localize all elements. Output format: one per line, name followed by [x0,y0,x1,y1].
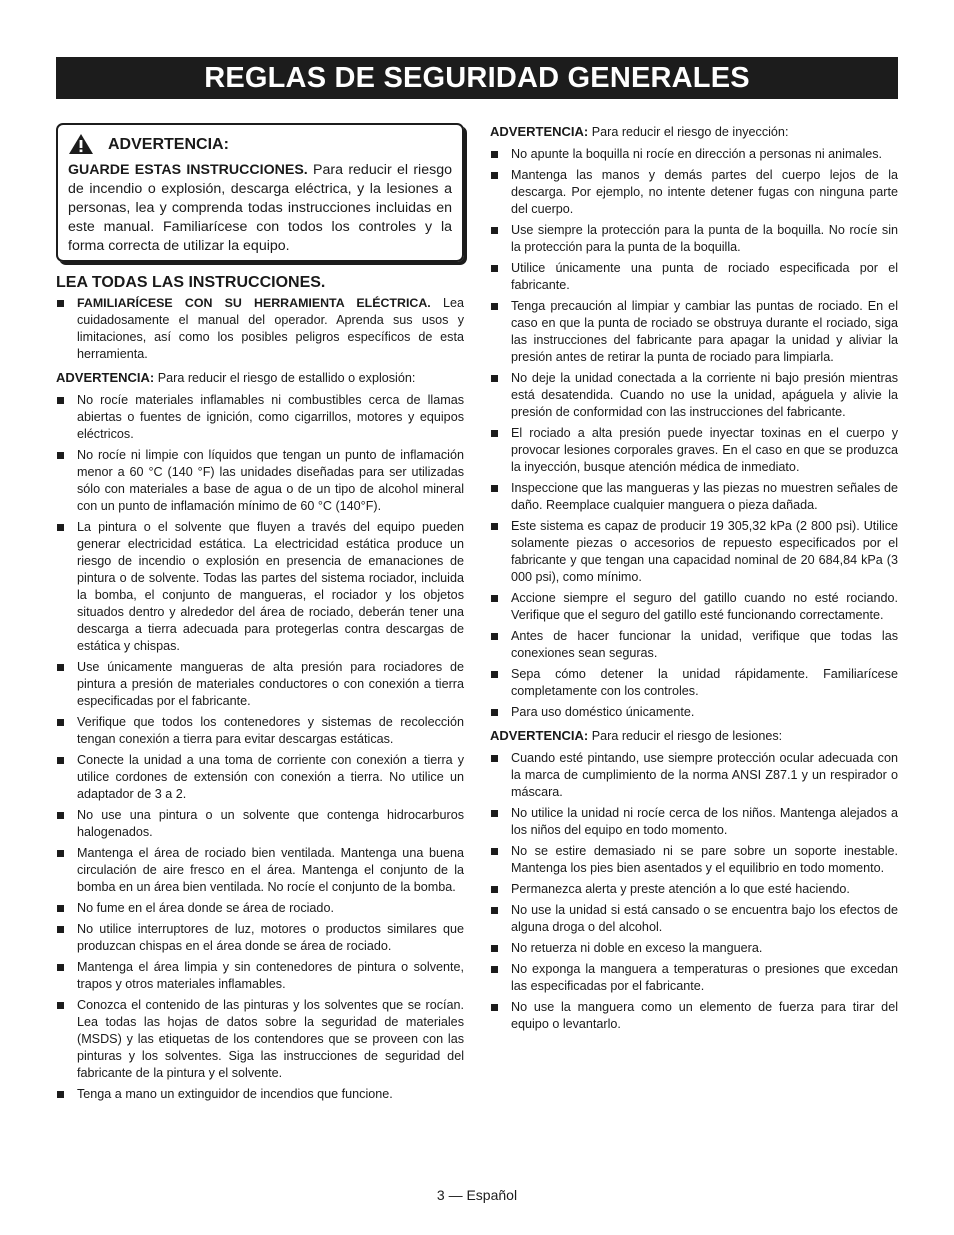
warning-text [68,161,452,256]
list-item: No use la manguera como un elemento de fuerza para tirar del equipo o levantarlo. [490,999,898,1033]
list-item: Conecte la unidad a una toma de corriente con conexión a tierra y utilice cordones de extensión con conexión a tierra. No utilice un adaptador de 3 a 2. [56,752,464,803]
warning-body-text: Para reducir el riesgo de incendio o explosión, descarga eléctrica, y la lesiones a personas, lea y comprenda todas instrucciones incluidas en este manual. Familiarícese con todos los controles y la forma correcta de utilizar la equipo. [68,162,452,254]
explosion-warning-lead [56,369,464,387]
list-item: Mantenga las manos y demás partes del cuerpo lejos de la descarga. Por ejemplo, no intente detener fugas con ninguna parte del cuerpo. [490,167,898,218]
list-item: No exponga la manguera a temperaturas o presiones que excedan las especificadas por el fabricante. [490,961,898,995]
injection-list [490,146,898,721]
list-item: Utilice únicamente una punta de rociado especificada por el fabricante. [490,260,898,294]
list-item: No apunte la boquilla ni rocíe en dirección a personas ni animales. [490,146,898,163]
list-item: Verifique que todos los contenedores y sistemas de recolección tengan conexión a tierra para evitar descargas estáticas. [56,714,464,748]
list-item: Use únicamente mangueras de alta presión para rociadores de pintura a presión de materiales conductores o con conexión a tierra especificadas por el fabricante. [56,659,464,710]
list-item: Para uso doméstico únicamente. [490,704,898,721]
warning-bold-text: GUARDE ESTAS INSTRUCCIONES. [68,162,308,178]
list-item: Use siempre la protección para la punta de la boquilla. No rocíe sin la protección para la punta de la boquilla. [490,222,898,256]
lead-bold: ADVERTENCIA: [490,124,589,139]
list-item: No use una pintura o un solvente que contenga hidrocarburos halogenados. [56,807,464,841]
list-item: No deje la unidad conectada a la corriente ni bajo presión mientras está desatendida. Cuando no use la unidad, apáguela y alivie la presión de conformidad con las instrucciones del fabricante. [490,370,898,421]
warning-box [56,123,464,262]
list-item-text: Lea cuidadosamente el manual del operador. Aprenda sus usos y limitaciones, así como los posibles peligros específicos de esta herramienta. [77,296,464,361]
list-item: Antes de hacer funcionar la unidad, verifique que todas las conexiones sean seguras. [490,628,898,662]
lead-text: Para reducir el riesgo de estallido o explosión: [154,371,416,385]
list-item: No utilice interruptores de luz, motores o productos similares que produzcan chispas en el área donde se área de rociado. [56,921,464,955]
list-item-bold: FAMILIARÍCESE CON SU HERRAMIENTA ELÉCTRICA. [77,296,431,310]
injury-warning-lead [490,727,898,745]
lead-text: Para reducir el riesgo de inyección: [588,125,789,139]
list-item: Mantenga el área limpia y sin contenedores de pintura o solvente, trapos y otros materiales inflamables. [56,959,464,993]
list-item: Sepa cómo detener la unidad rápidamente. Familiarícese completamente con los controles. [490,666,898,700]
right-column [490,123,898,1039]
list-item: No se estire demasiado ni se pare sobre un soporte inestable. Mantenga los pies bien asentados y el equilibrio en todo momento. [490,843,898,877]
list-item: Cuando esté pintando, use siempre protección ocular adecuada con la marca de cumplimiento de la norma ANSI Z87.1 y un respirador o máscara. [490,750,898,801]
injury-list [490,750,898,1033]
list-item: Mantenga el área de rociado bien ventilada. Mantenga una buena circulación de aire fresco en el área. Mantenga el conjunto de la bomba en un área bien ventilada. No rocíe el conjunto de la bomba. [56,845,464,896]
left-column [56,123,464,1109]
injection-warning-lead [490,123,898,141]
list-item [56,295,464,363]
list-item: No fume en el área donde se área de rociado. [56,900,464,917]
list-item: No rocíe materiales inflamables ni combustibles cerca de llamas abiertas o fuentes de ignición, como cigarrillos, motores y equipos eléctricos. [56,392,464,443]
list-item: Tenga a mano un extinguidor de incendios que funcione. [56,1086,464,1103]
list-item: Conozca el contenido de las pinturas y los solventes que se rocían. Lea todas las hojas de datos sobre la seguridad de materiales (MSDS) y las etiquetas de los contendores que se proveen con las pinturas y los solventes. Siga las instrucciones de seguridad del fabricante de la pintura y el solvente. [56,997,464,1082]
warning-title: ADVERTENCIA: [108,135,229,153]
list-item: La pintura o el solvente que fluyen a través del equipo pueden generar electricidad estática. La electricidad estática produce un riesgo de incendio o explosión en presencia de emanaciones de pintura o de solvente. Todas las partes del sistema rociador, incluida la bomba, el conjunto de mangueras, el rociador y los objetos situados dentro y alrededor del área de rociado, deberán tener una descarga a tierra adecuada para protegerlas contra descargas de estática y chispas. [56,519,464,655]
list-item: Permanezca alerta y preste atención a lo que esté haciendo. [490,881,898,898]
list-item: No use la unidad si está cansado o se encuentra bajo los efectos de alguna droga o del alcohol. [490,902,898,936]
page-banner-title: REGLAS DE SEGURIDAD GENERALES [56,57,898,99]
lead-text: Para reducir el riesgo de lesiones: [588,729,783,743]
list-item: Inspeccione que las mangueras y las piezas no muestren señales de daño. Reemplace cualquier manguera o pieza dañada. [490,480,898,514]
list-item: No retuerza ni doble en exceso la manguera. [490,940,898,957]
list-item: Este sistema es capaz de producir 19 305,32 kPa (2 800 psi). Utilice solamente piezas o accesorios de repuesto especificados por el fabricante y que tengan una capacidad nominal de 20 684,84 kPa (3 000 psi), como mínimo. [490,518,898,586]
warning-header [68,133,452,155]
intro-list [56,295,464,363]
lead-bold: ADVERTENCIA: [490,728,589,743]
warning-triangle-icon [68,133,94,155]
section-title: LEA TODAS LAS INSTRUCCIONES. [56,274,326,291]
list-item: Tenga precaución al limpiar y cambiar las puntas de rociado. En el caso en que la punta de rociado se obstruya durante el rociado, siga las instrucciones del fabricante para apagar la unidad y aliviar la presión antes de retirar la punta de rociado para limpiarla. [490,298,898,366]
lead-bold: ADVERTENCIA: [56,370,155,385]
explosion-list [56,392,464,1103]
list-item: Accione siempre el seguro del gatillo cuando no esté rociando. Verifique que el seguro del gatillo esté funcionando correctamente. [490,590,898,624]
page-footer: 3 — Español [436,1187,518,1203]
list-item: No rocíe ni limpie con líquidos que tengan un punto de inflamación menor a 60 °C (140 °F) las unidades diseñadas para ser utilizadas sólo con materiales a base de agua o de un tipo de alcohol mineral con un punto de inflamación mínimo de 60 °C (140°F). [56,447,464,515]
list-item: No utilice la unidad ni rocíe cerca de los niños. Mantenga alejados a los niños del equipo en todo momento. [490,805,898,839]
list-item: El rociado a alta presión puede inyectar toxinas en el cuerpo y provocar lesiones corporales graves. En el caso en que se produzca la inyección, busque atención médica de inmediato. [490,425,898,476]
